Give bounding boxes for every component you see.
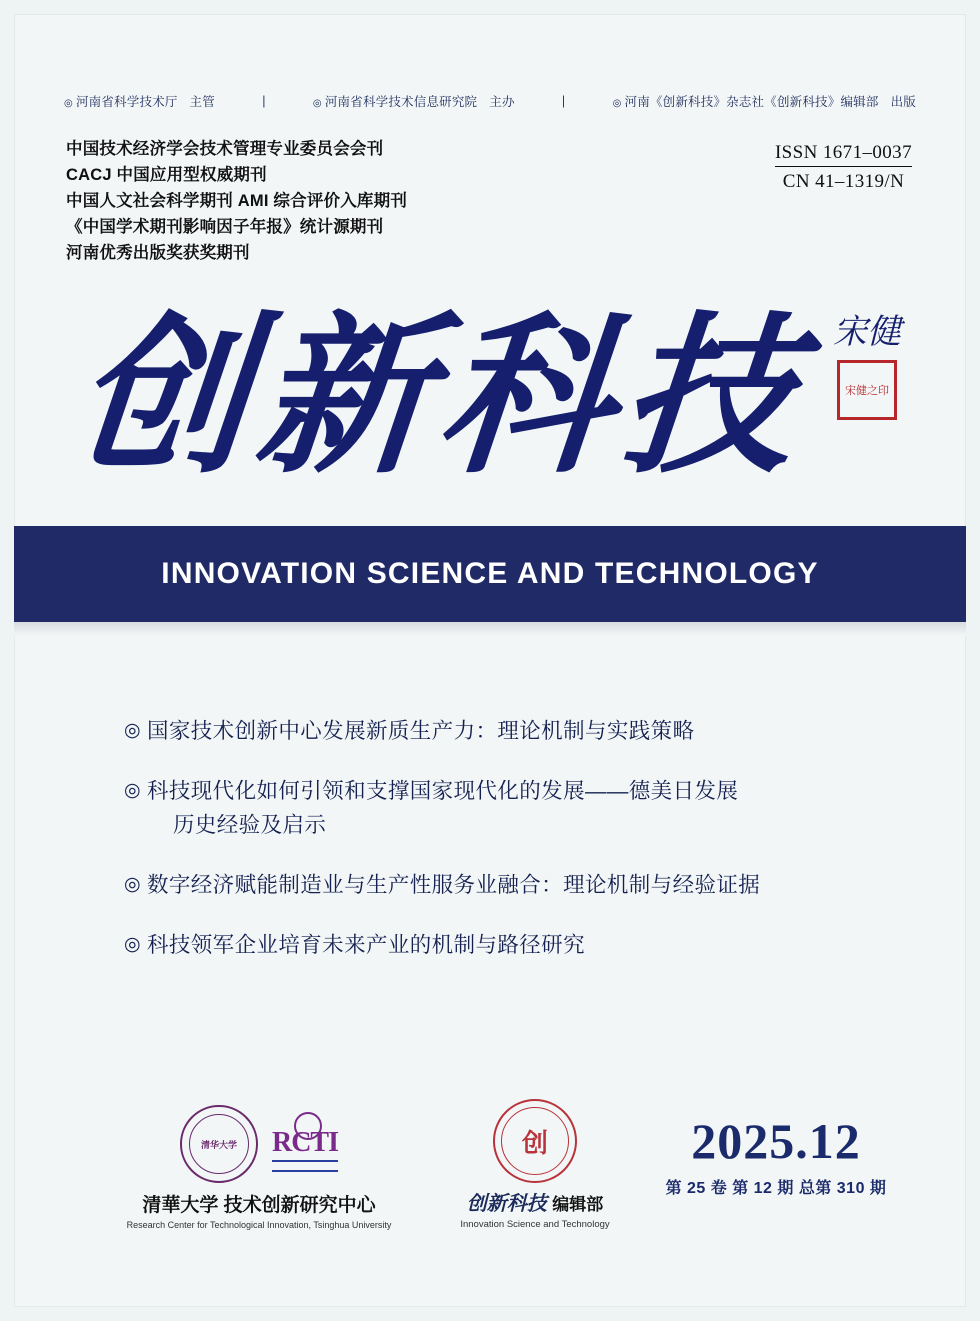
issn-number: ISSN 1671–0037: [775, 142, 912, 167]
article-title: 科技领军企业培育未来产业的机制与路径研究: [146, 933, 585, 957]
journal-department: 编辑部: [552, 1195, 604, 1214]
publisher-role: 出版: [890, 95, 916, 109]
journal-name-text: 创新科技: [466, 1193, 547, 1215]
title-block: [14, 294, 966, 524]
article-title: 国家技术创新中心发展新质生产力：理论机制与实践策略: [146, 719, 695, 743]
tsinghua-center-name-en: Research Center for Technological Innovation, Tsinghua University: [126, 1220, 392, 1230]
article-title-second-line: 历史经验及启示: [172, 813, 327, 837]
journal-marks: [420, 1099, 650, 1183]
tsinghua-center-name-cn: 清華大学 技术创新研究中心: [142, 1195, 376, 1216]
rcti-logo-icon: [272, 1116, 338, 1172]
bullet-icon: ◎: [612, 98, 622, 109]
masthead-divider-1: |: [262, 94, 266, 108]
issue-info: [636, 1113, 916, 1198]
journal-name-cn: [420, 1187, 650, 1216]
list-item: [124, 774, 924, 842]
calligrapher-signature: [824, 310, 910, 420]
masthead-segment-1: [64, 92, 215, 110]
masthead-segment-2: [313, 92, 515, 110]
identifier-block: [775, 142, 912, 193]
sponsor-role: 主办: [489, 95, 515, 109]
cover-footer: [14, 1089, 966, 1289]
journal-title-english: INNOVATION SCIENCE AND TECHNOLOGY: [161, 557, 819, 590]
rcti-bars-icon: [272, 1160, 338, 1172]
accreditation-item: 中国技术经济学会技术管理专业委员会会刊: [66, 140, 384, 158]
issue-date: 2025.12: [691, 1113, 861, 1169]
bullet-icon: ◎: [124, 780, 141, 801]
list-item: [124, 714, 924, 748]
accreditation-item: CACJ 中国应用型权威期刊: [66, 166, 267, 184]
cover-page: [14, 14, 966, 1307]
featured-article-list: [124, 714, 924, 988]
tsinghua-marks: [114, 1102, 404, 1186]
band-shadow: [14, 622, 966, 636]
tsinghua-rcti-logo: [114, 1102, 404, 1230]
bullet-icon: ◎: [124, 720, 141, 741]
article-title: 数字经济赋能制造业与生产性服务业融合：理论机制与经验证据: [146, 873, 761, 897]
article-title: 科技现代化如何引领和支撑国家现代化的发展——德美日发展: [146, 779, 739, 803]
bullet-icon: ◎: [124, 874, 141, 895]
bullet-icon: ◎: [124, 934, 141, 955]
publisher-org: 河南《创新科技》杂志社《创新科技》编辑部: [624, 95, 879, 109]
accreditation-item: 中国人文社会科学期刊 AMI 综合评价入库期刊: [66, 192, 408, 210]
supervisor-org: 河南省科学技术厅: [75, 95, 178, 109]
accreditation-item: 《中国学术期刊影响因子年报》统计源期刊: [66, 218, 384, 236]
list-item: [124, 928, 924, 962]
cn-number: CN 41–1319/N: [782, 171, 905, 192]
seal-stamp-icon: 宋健之印: [837, 360, 897, 420]
bullet-icon: ◎: [64, 98, 73, 109]
calligrapher-name: 宋健: [833, 312, 901, 352]
accreditation-item: 河南优秀出版奖获奖期刊: [66, 244, 250, 262]
journal-seal-icon: [493, 1099, 577, 1183]
tsinghua-seal-label: 清华大学: [200, 1139, 237, 1150]
english-title-band: [14, 526, 966, 622]
rcti-acronym: RCTI: [271, 1127, 338, 1158]
list-item: [124, 868, 924, 902]
footer-logos: [114, 1099, 650, 1230]
supervisor-role: 主管: [189, 95, 215, 109]
article-title-wrapper: [147, 774, 924, 842]
masthead-organizations: [64, 92, 916, 110]
issue-volume: 第 25 卷 第 12 期 总第 310 期: [665, 1180, 887, 1197]
masthead-divider-2: |: [561, 94, 566, 108]
journal-title-chinese: 创新科技: [67, 294, 813, 497]
journal-name-en: Innovation Science and Technology: [460, 1219, 610, 1230]
bullet-icon: ◎: [312, 98, 322, 109]
sponsor-org: 河南省科学技术信息研究院: [324, 95, 478, 109]
journal-seal-label: 创: [521, 1128, 548, 1159]
journal-editorial-logo: [420, 1099, 650, 1230]
tsinghua-seal-icon: [180, 1105, 258, 1183]
masthead-segment-3: [613, 92, 916, 110]
accreditation-list: [66, 136, 626, 266]
rcti-ring-icon: [294, 1112, 322, 1140]
